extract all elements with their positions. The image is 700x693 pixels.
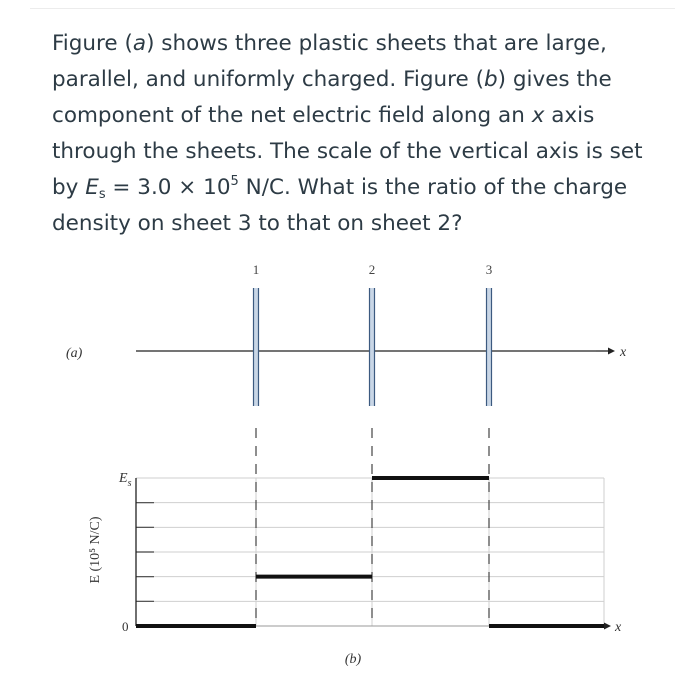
x-axis-arrow-b — [604, 623, 611, 630]
x-axis-label-b: x — [615, 620, 622, 635]
figure-b — [88, 428, 622, 667]
y-tick-zero: 0 — [122, 619, 129, 634]
sheet-3 — [486, 262, 493, 406]
sheet-1-label: 1 — [252, 262, 260, 277]
figure-a — [66, 262, 627, 406]
sheet-3-label: 3 — [485, 262, 493, 277]
x-axis-arrow-a — [608, 348, 615, 355]
figure-a-label: (a) — [66, 346, 83, 361]
chart-grid — [136, 478, 604, 626]
question-text: Figure (a) shows three plastic sheets that are large, parallel, and uniformly charged. Figure (b) gives the component of the net electric field along an x axis through the sheets. The scale of the vertical axis is set by $E_s = 3.0 \times 10^5$ N/C. What is the ratio of the charge density on sheet 3 to that on sheet 2? — [52, 31, 643, 236]
sheet-2-label: 2 — [368, 262, 376, 277]
sheet-2 — [369, 262, 376, 406]
figure-b-label: (b) — [344, 652, 362, 667]
y-axis-label-b: E (10⁵ N/C) — [88, 516, 103, 584]
y-tick-es: $E_s$ — [119, 471, 132, 489]
sheet-1 — [253, 262, 260, 406]
sheet-guide-lines — [256, 428, 489, 620]
x-axis-label-a: x — [620, 345, 627, 360]
